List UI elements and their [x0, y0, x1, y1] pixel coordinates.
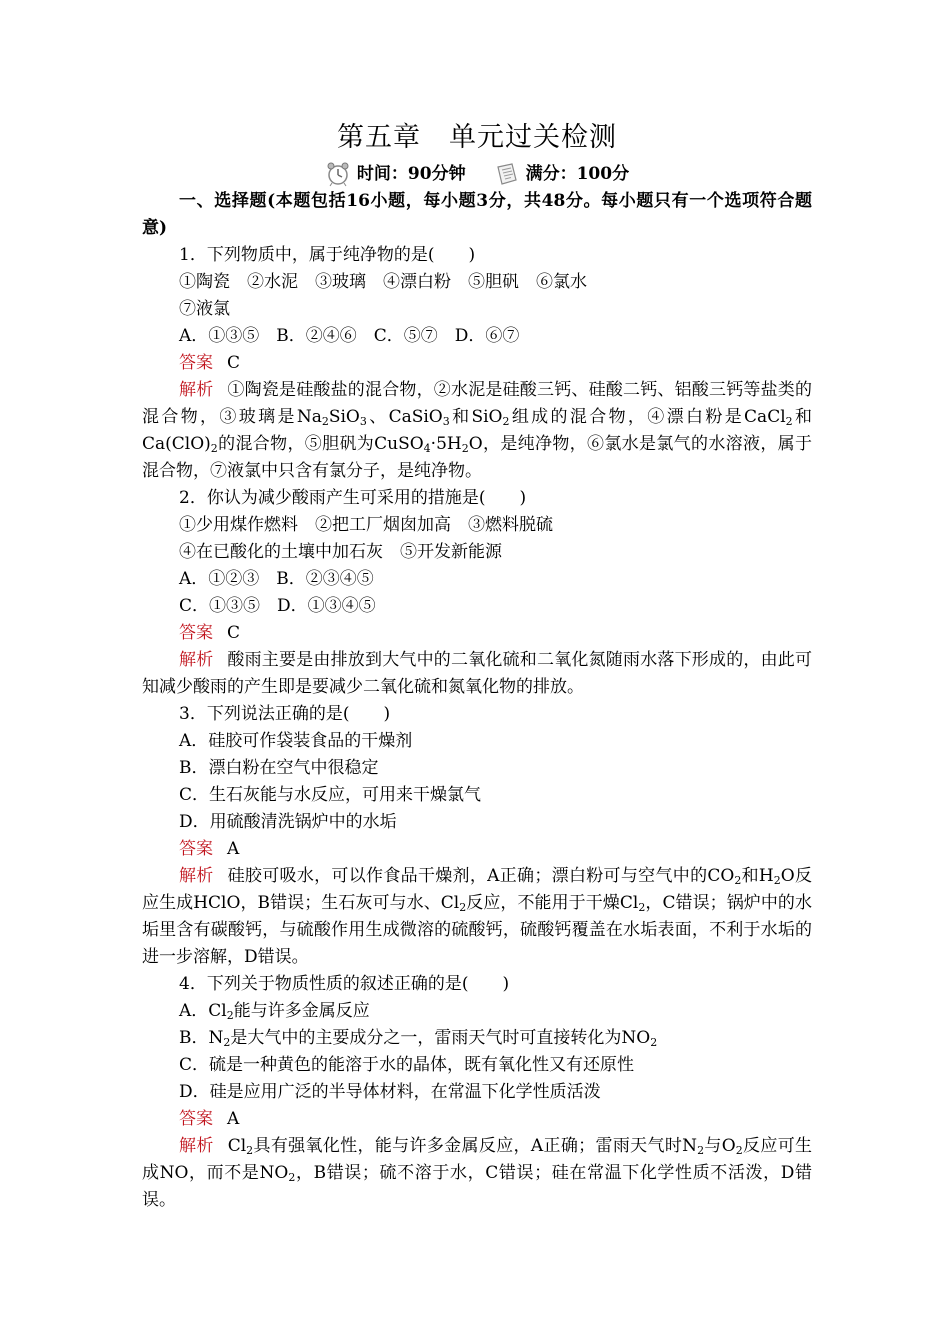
question-4-analysis: 解析 $Cl_2$具有强氧化性，能与许多金属反应，A正确；雷雨天气时$N_2$与$O_2$反应可生成NO，而不是$NO_2$，B错误；硫不溶于水，C错误；硅在常温下化学性质不活泼，D错误。 [142, 1136, 813, 1210]
question-3-answer [142, 836, 812, 863]
question-1-items: ①陶瓷 ②水泥 ③玻璃 ④漂白粉 ⑤胆矾 ⑥氯水 [179, 272, 587, 292]
question-1-answer [142, 350, 812, 377]
question-3-option-a: A．硅胶可作袋装食品的干燥剂 [179, 731, 413, 751]
analysis-label: 解析 [179, 1136, 214, 1156]
exam-time: 时间：90分钟 [356, 163, 466, 184]
question-2-options-cd: C．①③⑤ D．①③④⑤ [179, 596, 376, 616]
question-2-answer [142, 620, 812, 647]
answer-value: C [227, 623, 241, 643]
question-3-analysis: 解析 硅胶可吸水，可以作食品干燥剂，A正确；漂白粉可与空气中的$CO_2$和$H_2O$反应生成HClO，B错误；生石灰可与水、$Cl_2$反应，不能用于干燥$Cl_2$，C错误；锅炉中的水垢里含有碳酸钙，与硫酸作用生成微溶的硫酸钙，硫酸钙覆盖在水垢表面，不利于水垢的进一步溶解，D错误。 [142, 866, 813, 967]
question-4-answer [142, 1106, 812, 1133]
question-2-options-ab: A．①②③ B．②③④⑤ [179, 569, 374, 589]
question-2-items: ①少用煤作燃料 ②把工厂烟囱加高 ③燃料脱硫 [179, 515, 553, 535]
question-1-items-2: ⑦液氯 [179, 299, 230, 319]
question-1-stem: 1．下列物质中，属于纯净物的是( ) [179, 245, 476, 265]
question-4-option-d: D．硅是应用广泛的半导体材料，在常温下化学性质活泼 [179, 1082, 601, 1102]
answer-label: 答案 [179, 353, 213, 373]
question-4-option-c: C．硫是一种黄色的能溶于水的晶体，既有氧化性又有还原性 [179, 1055, 635, 1075]
question-4-stem: 4．下列关于物质性质的叙述正确的是( ) [179, 974, 510, 994]
analysis-label: 解析 [179, 650, 214, 670]
section-heading: 一、选择题(本题包括16小题，每小题3分，共48分。每小题只有一个选项符合题意) [142, 191, 812, 238]
answer-label: 答案 [179, 623, 213, 643]
question-1-analysis: 解析 ①陶瓷是硅酸盐的混合物，②水泥是硅酸三钙、硅酸二钙、铝酸三钙等盐类的混合物，③玻璃是$Na_2SiO_3$、CaSiO$_3$和SiO$_2$组成的混合物，④漂白粉是CaCl$_2$和$Ca(ClO)_2$的混合物，⑤胆矾为$CuSO_4\cdot 5H_2O$，是纯净物，⑥氯水是氯气的水溶液，属于混合物，⑦液氯中只含有氯分子，是纯净物。 [142, 380, 813, 481]
exam-meta [142, 160, 812, 188]
question-1-options: A．①③⑤ B．②④⑥ C．⑤⑦ D．⑥⑦ [179, 326, 520, 346]
analysis-label: 解析 [179, 380, 214, 400]
question-2-items-2: ④在已酸化的土壤中加石灰 ⑤开发新能源 [179, 542, 502, 562]
document-page [142, 118, 812, 1214]
paper-icon [494, 161, 520, 187]
answer-value: A [227, 1109, 240, 1129]
exam-score: 满分：100分 [525, 163, 630, 184]
answer-label: 答案 [179, 1109, 213, 1129]
answer-value: A [227, 839, 240, 859]
page-title: 第五章 单元过关检测 [337, 122, 617, 153]
alarm-clock-icon [325, 161, 351, 187]
question-2-stem: 2．你认为减少酸雨产生可采用的措施是( ) [179, 488, 527, 508]
answer-value: C [227, 353, 241, 373]
answer-label: 答案 [179, 839, 213, 859]
question-2-analysis: 解析 酸雨主要是由排放到大气中的二氧化硫和二氧化氮随雨水落下形成的，由此可知减少酸雨的产生即是要减少二氧化硫和氮氧化物的排放。 [142, 650, 813, 697]
question-3-option-d: D．用硫酸清洗锅炉中的水垢 [179, 812, 397, 832]
question-3-option-c: C．生石灰能与水反应，可用来干燥氯气 [179, 785, 482, 805]
question-4-option-a: A．$Cl_2$能与许多金属反应 [179, 1001, 370, 1022]
question-4-option-b: B．$N_2$是大气中的主要成分之一，雷雨天气时可直接转化为$NO_2$ [179, 1028, 658, 1049]
question-3-stem: 3．下列说法正确的是( ) [179, 704, 391, 724]
question-3-option-b: B．漂白粉在空气中很稳定 [179, 758, 379, 778]
analysis-label: 解析 [179, 866, 214, 886]
